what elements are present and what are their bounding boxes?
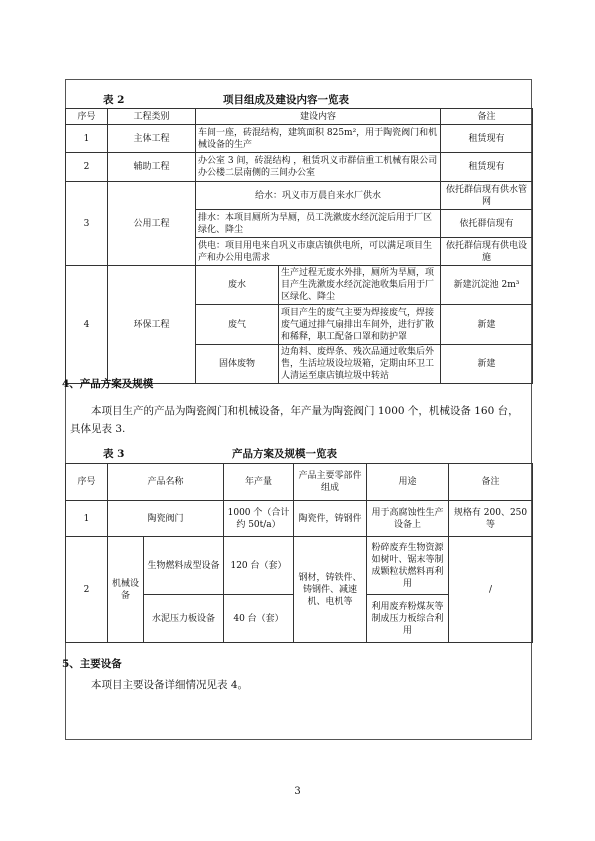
row-category: 环保工程 <box>108 266 196 384</box>
row-content: 排水：本项目厕所为旱厕，员工洗漱废水经沉淀后用于厂区绿化、降尘 <box>196 210 441 238</box>
row-output: 120 台（套） <box>224 537 294 595</box>
row-no: 1 <box>66 501 108 537</box>
row-note: 规格有 200、250 等 <box>449 501 533 537</box>
section4-paragraph: 本项目生产的产品为陶瓷阀门和机械设备，年产量为陶瓷阀门 1000 个，机械设备 160 台，具体见表 3. <box>70 405 519 435</box>
table-row <box>66 125 533 153</box>
header-no: 序号 <box>66 109 108 125</box>
row-note: 依托群信现有供水管网 <box>441 182 533 210</box>
table3-caption-label: 表 3 <box>103 448 125 460</box>
row-category: 公用工程 <box>108 182 196 266</box>
row-name: 陶瓷阀门 <box>108 501 224 537</box>
row-content: 项目产生的废气主要为焊接废气，焊接废气通过排气扇排出车间外，进行扩散和稀释，职工配备口罩和防护罩 <box>279 305 441 345</box>
row-output: 40 台（套） <box>224 595 294 643</box>
header-output: 年产量 <box>224 464 294 501</box>
header-note: 备注 <box>441 109 533 125</box>
row-name: 水泥压力板设备 <box>144 595 224 643</box>
table-header-row <box>66 464 533 501</box>
row-type: 废气 <box>196 305 279 345</box>
table3 <box>65 463 533 643</box>
row-category: 辅助工程 <box>108 153 196 182</box>
section5-paragraph: 本项目主要设备详细情况见表 4。 <box>91 679 249 691</box>
row-content: 车间一座，砖混结构，建筑面积 825m²，用于陶瓷阀门和机械设备的生产 <box>196 125 441 153</box>
table-row <box>66 182 533 210</box>
row-content: 边角料、废焊条、残次品通过收集后外售，生活垃圾设垃圾箱，定期由环卫工人清运至康店镇垃圾中转站 <box>279 345 441 384</box>
row-category: 主体工程 <box>108 125 196 153</box>
row-group: 机械设备 <box>108 537 144 643</box>
header-use: 用途 <box>367 464 449 501</box>
header-content: 建设内容 <box>196 109 441 125</box>
row-no: 1 <box>66 125 108 153</box>
table2-caption-label: 表 2 <box>103 94 125 106</box>
table-row <box>66 501 533 537</box>
header-parts: 产品主要零部件组成 <box>294 464 367 501</box>
row-use: 用于高腐蚀性生产设备上 <box>367 501 449 537</box>
row-note: 新建沉淀池 2m³ <box>441 266 533 305</box>
row-note: 租赁现有 <box>441 125 533 153</box>
row-parts: 陶瓷件，铸钢件 <box>294 501 367 537</box>
table2 <box>65 108 533 384</box>
row-name: 生物燃料成型设备 <box>144 537 224 595</box>
row-note: 新建 <box>441 345 533 384</box>
row-no: 2 <box>66 153 108 182</box>
row-no: 4 <box>66 266 108 384</box>
row-note: 新建 <box>441 305 533 345</box>
table-row <box>66 153 533 182</box>
row-content: 办公室 3 间，砖混结构 ，租赁巩义市群信重工机械有限公司办公楼二层南侧的三间办公室 <box>196 153 441 182</box>
row-note: 租赁现有 <box>441 153 533 182</box>
section4-heading: 4、产品方案及规模 <box>62 378 154 390</box>
row-type: 固体废物 <box>196 345 279 384</box>
row-note: 依托群信现有 <box>441 210 533 238</box>
row-content: 给水：巩义市万晨自来水厂供水 <box>196 182 441 210</box>
table-row <box>66 266 533 305</box>
table2-caption-title: 项目组成及建设内容一览表 <box>223 94 349 106</box>
row-no: 2 <box>66 537 108 643</box>
section5-heading: 5、主要设备 <box>62 658 122 670</box>
row-note: 依托群信现有供电设施 <box>441 238 533 266</box>
row-use: 粉碎废弃生物资源如树叶、锯末等制成颗粒状燃料再利用 <box>367 537 449 595</box>
header-category: 工程类别 <box>108 109 196 125</box>
header-no: 序号 <box>66 464 108 501</box>
row-use: 利用废弃粉煤灰等制成压力板综合利用 <box>367 595 449 643</box>
row-note: / <box>449 537 533 643</box>
row-type: 废水 <box>196 266 279 305</box>
row-no: 3 <box>66 182 108 266</box>
table-row <box>66 537 533 595</box>
header-name: 产品名称 <box>108 464 224 501</box>
row-content: 生产过程无废水外排，厕所为旱厕，项目产生洗漱废水经沉淀池收集后用于厂区绿化、降尘 <box>279 266 441 305</box>
table3-caption-title: 产品方案及规模一览表 <box>232 448 337 460</box>
header-note: 备注 <box>449 464 533 501</box>
row-output: 1000 个（合计约 50t/a） <box>224 501 294 537</box>
table-header-row <box>66 109 533 125</box>
row-parts: 钢材，铸铁件、铸钢件、减速机、电机等 <box>294 537 367 643</box>
row-content: 供电：项目用电来自巩义市康店镇供电所，可以满足项目生产和办公用电需求 <box>196 238 441 266</box>
page-number: 3 <box>294 786 301 797</box>
